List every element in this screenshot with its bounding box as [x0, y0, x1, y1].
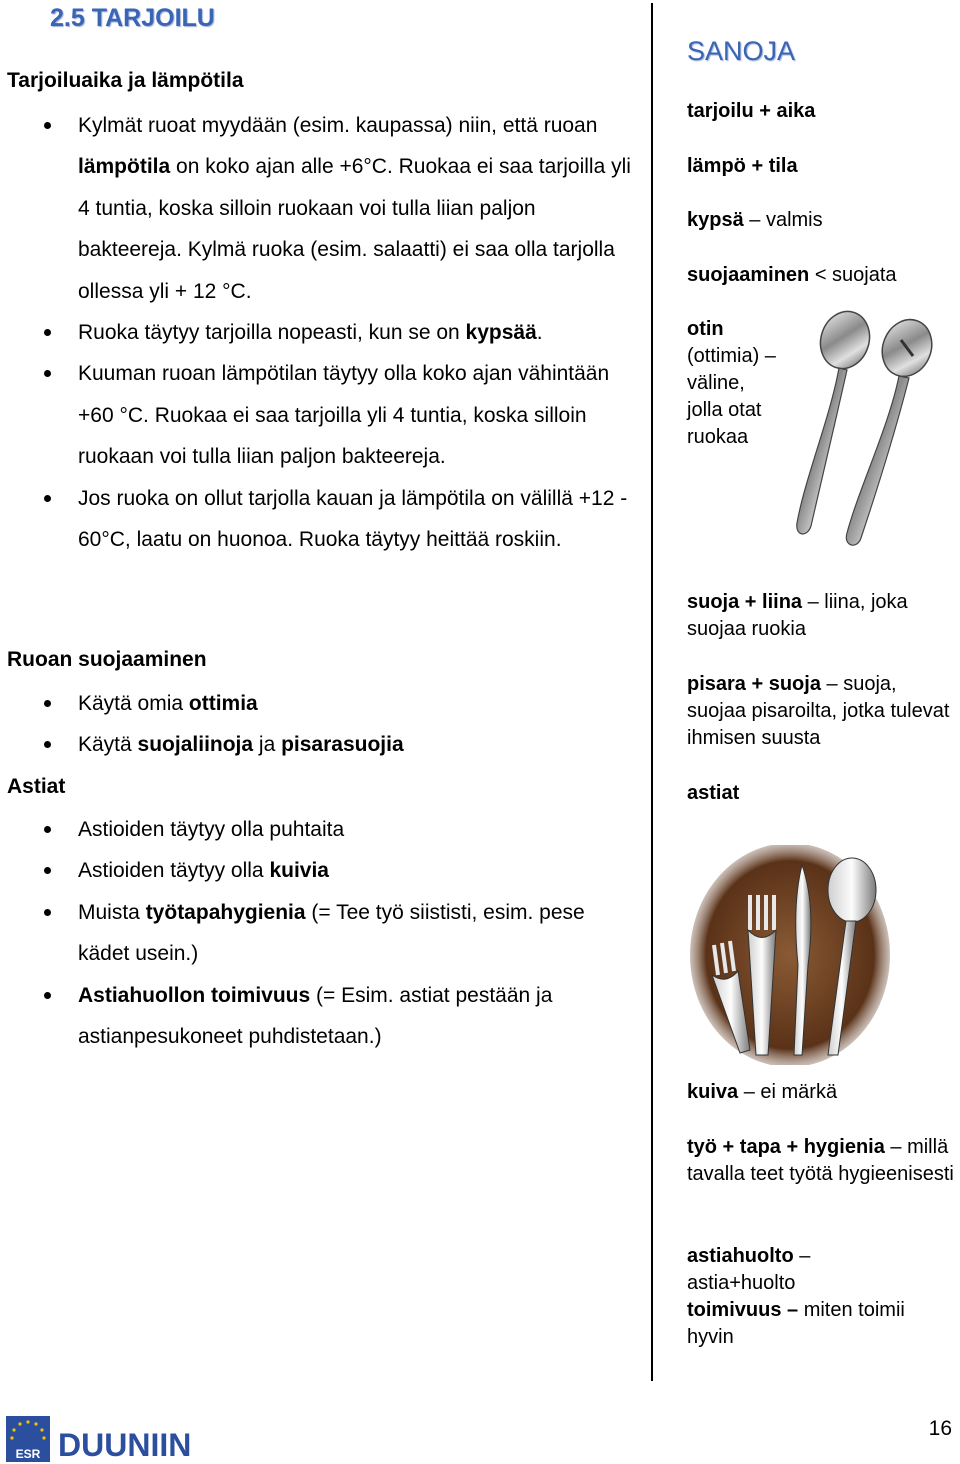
vocab-entry: astiahuolto – astia+huolto toimivuus – miten toimii hyvin	[687, 1245, 905, 1348]
page-number: 16	[928, 1417, 952, 1440]
list-item: Kuuman ruoan lämpötilan täytyy olla koko ajan vähintään +60 °C. Ruokaa ei saa tarjoilla yli 4 tuntia, koska silloin ruokaan voi tulla liian paljon bakteereja.	[0, 353, 645, 477]
list-item: Astioiden täytyy olla puhtaita	[0, 809, 645, 850]
vocab-entry: otin (ottimia) – väline, jolla otat ruokaa	[687, 318, 776, 448]
vocab-entry: kypsä – valmis	[687, 209, 823, 231]
dishes-list	[0, 809, 645, 1057]
serving-time-list	[0, 105, 645, 560]
column-divider	[651, 3, 653, 1381]
food-protection-list	[0, 683, 645, 766]
duuniin-logo	[6, 1414, 206, 1464]
vocab-entry: lämpö + tila	[687, 155, 798, 177]
list-item: Muista työtapahygienia (= Tee työ siististi, esim. pese kädet usein.)	[0, 892, 645, 975]
section-heading-dishes: Astiat	[7, 775, 66, 798]
section-heading-food-protection: Ruoan suojaaminen	[7, 648, 207, 671]
logo-esr-text: ESR	[15, 1447, 41, 1461]
list-item: Astiahuollon toimivuus (= Esim. astiat pestään ja astianpesukoneet puhdistetaan.)	[0, 975, 645, 1058]
list-item: Käytä omia ottimia	[0, 683, 645, 724]
list-item: Astioiden täytyy olla kuivia	[0, 850, 645, 891]
vocab-entry: suoja + liina – liina, joka suojaa ruokia	[687, 591, 908, 640]
cutlery-photo	[690, 845, 890, 1065]
vocab-entry: kuiva – ei märkä	[687, 1081, 838, 1103]
vocab-entry: työ + tapa + hygienia – millä tavalla teet työtä hygieenisesti	[687, 1136, 954, 1185]
list-item: Jos ruoka on ollut tarjolla kauan ja lämpötila on välillä +12 - 60°C, laatu on huonoa. Ruoka täytyy heittää roskiin.	[0, 478, 645, 561]
section-heading-serving-time: Tarjoiluaika ja lämpötila	[7, 69, 244, 92]
list-item: Käytä suojaliinoja ja pisarasuojia	[0, 724, 645, 765]
vocab-entry: suojaaminen < suojata	[687, 264, 897, 286]
page-title: 2.5 TARJOILU	[50, 4, 215, 32]
serving-spoons-image	[785, 308, 950, 553]
vocab-entry: astiat	[687, 782, 740, 804]
logo-brand-text: DUUNIIN	[58, 1427, 192, 1463]
vocab-entry: pisara + suoja – suoja, suojaa pisaroilta, jotka tulevat ihmisen suusta	[687, 673, 950, 749]
list-item: Kylmät ruoat myydään (esim. kaupassa) niin, että ruoan lämpötila on koko ajan alle +6°C. Ruokaa ei saa tarjoilla yli 4 tuntia, koska silloin ruokaan voi tulla liian paljon bakteereja. Kylmä ruoka (esim. salaatti) ei saa olla tarjolla ollessa yli + 12 °C.	[0, 105, 645, 312]
list-item: Ruoka täytyy tarjoilla nopeasti, kun se on kypsää.	[0, 312, 645, 353]
vocab-entry: tarjoilu + aika	[687, 100, 816, 122]
vocabulary-heading: SANOJA	[687, 36, 796, 66]
